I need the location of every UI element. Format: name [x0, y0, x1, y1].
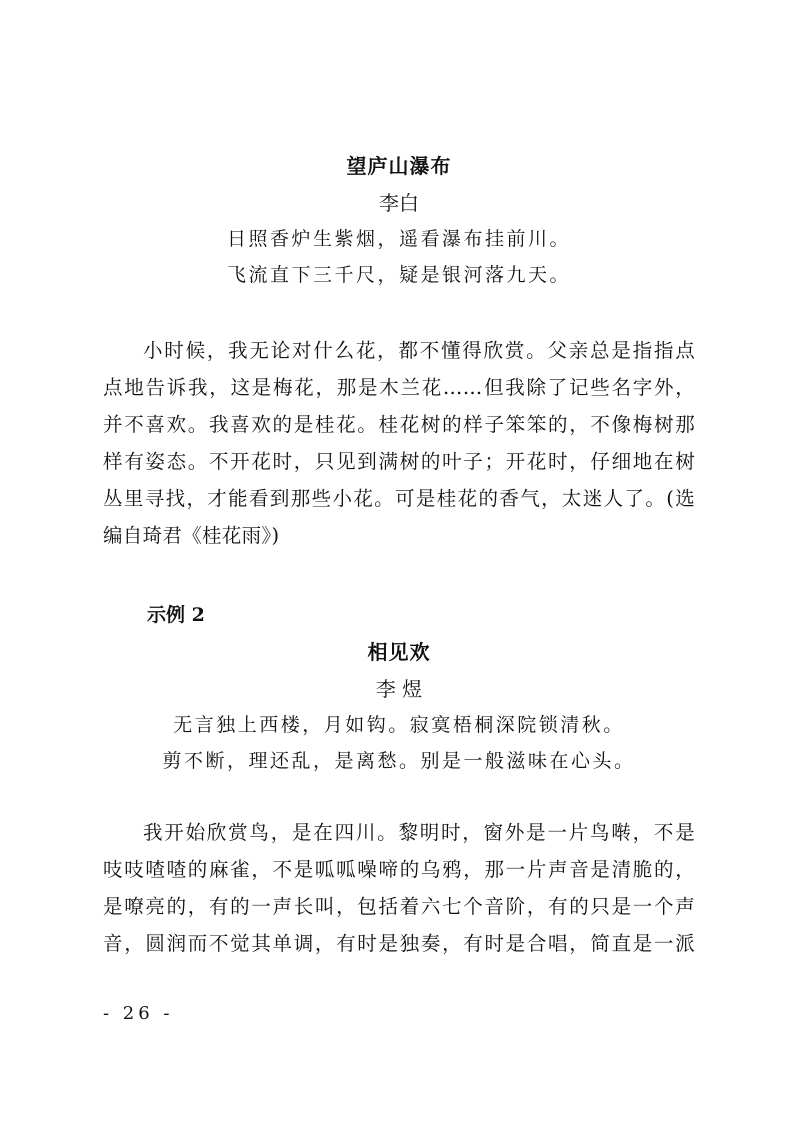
paragraph-line: 点地告诉我，这是梅花，那是木兰花……但我除了记些名字外，	[103, 376, 695, 399]
poem-line: 飞流直下三千尺，疑是银河落九天。	[226, 264, 571, 286]
example-label: 示例 2	[147, 604, 205, 626]
paragraph-line: 音，圆润而不觉其单调，有时是独奏，有时是合唱，简直是一派	[103, 932, 695, 955]
paragraph-line: 我开始欣赏鸟，是在四川。黎明时，窗外是一片鸟啭，不是	[143, 821, 695, 844]
paragraph-line: 编自琦君《桂花雨》)	[103, 524, 280, 547]
poem-title-2: 相见欢	[367, 640, 431, 664]
paragraph-line: 样有姿态。不开花时，只见到满树的叶子；开花时，仔细地在树	[103, 450, 695, 473]
paragraph-line: 小时候，我无论对什么花，都不懂得欣赏。父亲总是指指点	[143, 339, 695, 362]
paragraph-1	[103, 332, 695, 554]
paragraph-line: 丛里寻找，才能看到那些小花。可是桂花的香气，太迷人了。(选	[103, 487, 695, 510]
poem-line: 日照香炉生紫烟，遥看瀑布挂前川。	[226, 228, 571, 250]
poem-line: 剪不断，理还乱，是离愁。别是一般滋味在心头。	[162, 750, 636, 772]
paragraph-line: 是嘹亮的，有的一声长叫，包括着六七个音阶，有的只是一个声	[103, 895, 695, 918]
poem-author-1: 李白	[379, 191, 419, 215]
paragraph-line: 并不喜欢。我喜欢的是桂花。桂花树的样子笨笨的，不像梅树那	[103, 413, 695, 436]
paragraph-2	[103, 814, 695, 962]
paragraph-line: 吱吱喳喳的麻雀，不是呱呱噪啼的乌鸦，那一片声音是清脆的，	[103, 858, 695, 881]
poem-line: 无言独上西楼，月如钩。寂寞梧桐深院锁清秋。	[173, 714, 625, 736]
page-number: - 26 -	[103, 1003, 174, 1024]
poem-author-2: 李 煜	[375, 677, 423, 701]
poem-title-1: 望庐山瀑布	[346, 154, 452, 178]
